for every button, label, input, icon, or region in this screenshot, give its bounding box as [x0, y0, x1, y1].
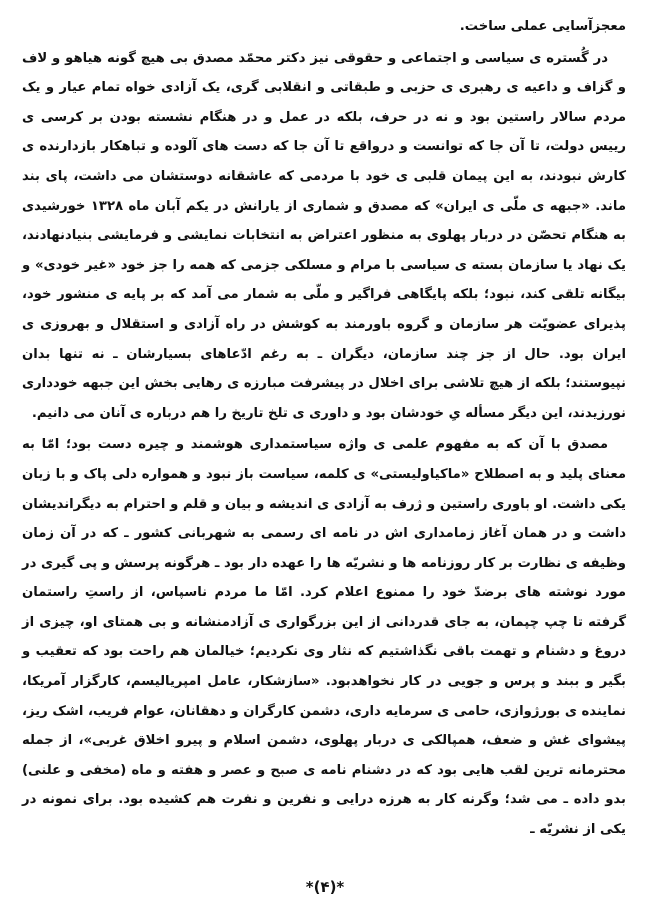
paragraph-continuation: معجزآسایی عملی ساخت.: [459, 19, 626, 34]
paragraph-mossadegh-democracy: در گُستره ی سیاسی و اجتماعی و حقوقی نیز دکتر محمّد مصدق بی هیچ گونه هیاهو و لاف و گزاف و داعیه ی رهبری ی حزبی و طبقاتی و انقلابی گری، یک آزادی خواه تمام عیار و یک مردم سالار راستین بود و نه در حرف، بلکه در عمل و در هنگام نشسته بودن بر کرسی ی رییس دولت، تا آن جا که توانست و درواقع تا آن جا که دست های آلوده و تباهکار بازدارنده ی کارش نبودند، به این پیمان قلبی ی خود با مردمی که عاشقانه دوستشان می داشت، پای بند ماند. «جبهه ی ملّی ی ایران» که مصدق و شماری از یارانش در یکم آبان ماه ۱۳۲۸ خورشیدی به هنگام تحصّن در دربار پهلوی به منظور اعتراض به انتخابات نمایشی و فرمایشی بنیادنهادند، یک نهاد یا سازمان بسته ی سیاسی با مرام و مسلکی جزمی که همه را جز خود «غیر خودی» و بیگانه تلقی کند، نبود؛ بلکه پایگاهی فراگیر و ملّی به شمار می آمد که بر پایه ی منشور خود، پذیرای عضویّت هر سازمان و گروه باورمند به کوشش در راه آزادی و استقلال و بهروزی ی ایران بود. حال از جز چند سازمان، دیگران ـ به رغم ادّعاهای بسیارشان ـ نه تنها بدان نپیوستند؛ بلکه از هیچ تلاشی برای اخلال در پیشرفت مبارزه ی رهایی بخش این جبهه خودداری نورزیدند، این دیگر مسأله یِ خودشان بود و داوری ی تلخ تاریخ را هم درباره ی آنان می دانیم.: [22, 50, 627, 421]
paragraph-mossadegh-freedom: مصدق با آن که به مفهوم علمی ی واژه سیاستمداری هوشمند و چیره دست بود؛ امّا به معنای پلید و به اصطلاح «ماکیاولیستی» ی کلمه، سیاست باز نبود و همواره دلی پاک و با زبان یکی داشت. او باوری راستین و ژرف به آزادی ی اندیشه و بیان و قلم و احترام به دیگراندیشان داشت و در همان آغاز زمامداری اش در نامه ای رسمی به شهربانی کشور ـ که در آن زمان وظیفه ی نظارت بر کار روزنامه ها و نشریّه ها را عهده دار بود ـ هرگونه پرسش و پی گیری در مورد نوشته های برضدّ خود را ممنوع اعلام کرد. امّا ما مردم ناسپاس، از راستِ راستمان گرفته تا چپ چپمان، به جای قدردانی از این بزرگواری ی آزادمنشانه و بی همتای او، چیزی از دروغ و دشنام و تهمت باقی نگذاشتیم که نثار وی نکردیم؛ خیالمان هم راحت بود که تعقیب و بگیر و ببند و پرس و جویی در کار نخواهدبود. «سازشکار، عامل امپریالیسم، کارگزار آمریکا، نماینده ی بورژوازی، حامی ی سرمایه داری، دشمن کارگران و دهقانان، عوام فریب، اشک ریز، پیشوای غش و ضعف، همپالکی ی دربار پهلوی، دشمن اسلام و پیرو اخلاق غربی»، از جمله محترمانه ترین لقب هایی بود که در دشنام نامه ی صبح و عصر و هفته و ماه (مخفی و علنی) بدو داده ـ می شد؛ وگرنه کار به هرزه درایی و نفرین و نفرت هم کشیده بود. برای نمونه در یکی از نشریّه ـ: [22, 437, 626, 838]
document-page: [22, 12, 626, 845]
page-number: *(۴)*: [305, 878, 345, 896]
